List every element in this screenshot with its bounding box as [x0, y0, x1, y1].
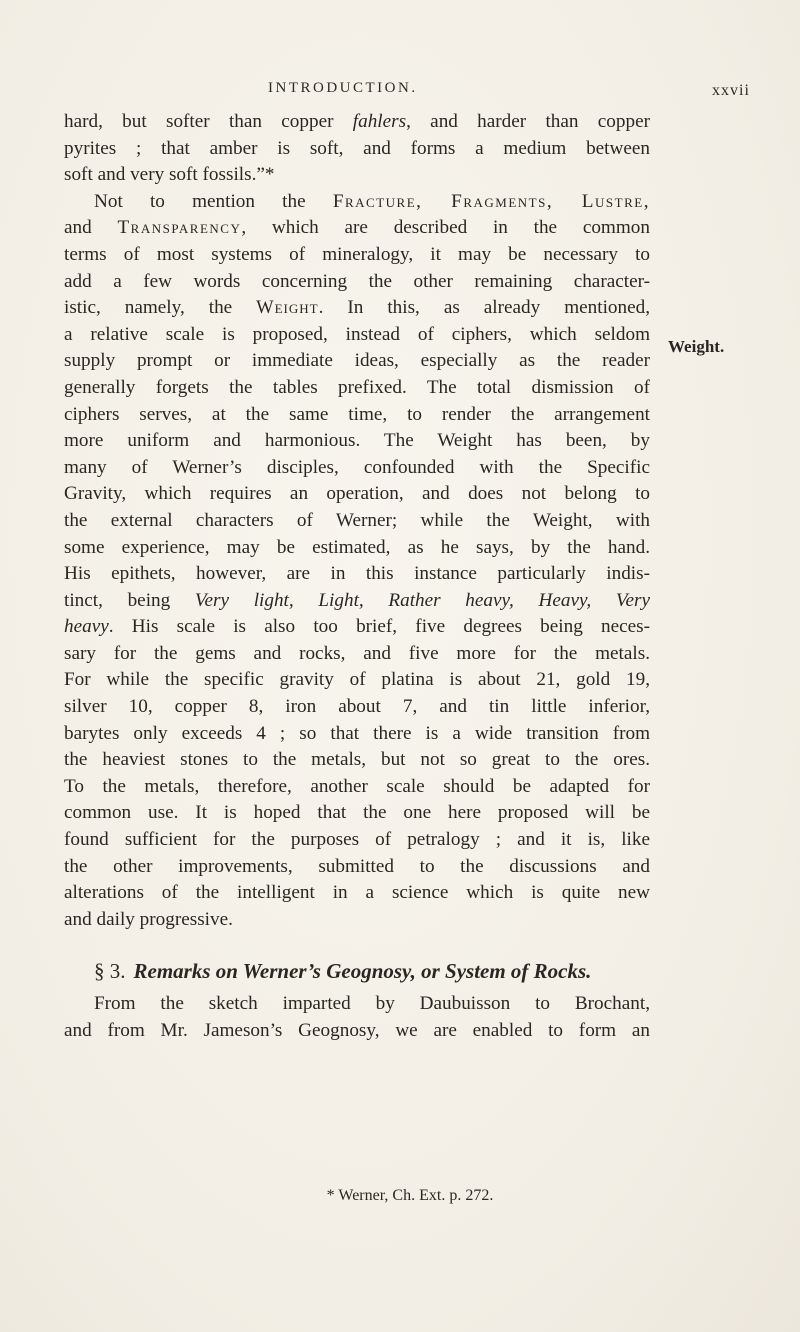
text-line: Not to mention the Fracture, Fragments, Lustre, [94, 190, 650, 212]
text-line: ciphers serves, at the same time, to render the arrangement [64, 403, 650, 425]
text-line: some experience, may be estimated, as he says, by the hand. [64, 536, 650, 558]
text-line: found sufficient for the purposes of petralogy ; and it is, like [64, 829, 650, 851]
running-head [0, 80, 800, 104]
text-line: many of Werner’s disciples, confounded with the Specific [64, 456, 650, 478]
section-heading [64, 951, 650, 991]
text-line: alterations of the intelligent in a science which is quite new [64, 882, 650, 904]
text-line: generally forgets the tables prefixed. The total dismission of [64, 376, 650, 398]
text-line: and daily progressive. [64, 908, 233, 930]
text-line: barytes only exceeds 4 ; so that there is a wide transition from [64, 722, 650, 744]
text-line: tinct, being Very light, Light, Rather heavy, Heavy, Very [64, 589, 650, 611]
section-number: § 3. [94, 959, 126, 984]
text-line: the external characters of Werner; while the Weight, with [64, 509, 650, 531]
body-text [64, 109, 650, 1045]
section-spacer [64, 933, 650, 951]
text-line: For while the specific gravity of platina is about 21, gold 19, [64, 669, 650, 691]
running-title: INTRODUCTION. [268, 80, 418, 96]
text-line: and from Mr. Jameson’s Geognosy, we are enabled to form an [64, 1020, 650, 1041]
margin-note-weight: Weight. [668, 337, 725, 356]
text-line: add a few words concerning the other remaining character- [64, 270, 650, 292]
text-line: terms of most systems of mineralogy, it may be necessary to [64, 243, 650, 265]
text-line: pyrites ; that amber is soft, and forms a medium between [64, 137, 650, 159]
text-line: hard, but softer than copper fahlers, and harder than copper [64, 111, 650, 132]
text-line: supply prompt or immediate ideas, especially as the reader [64, 350, 650, 372]
text-line: common use. It is hoped that the one here proposed will be [64, 802, 650, 824]
text-line: heavy. His scale is also too brief, five degrees being neces- [64, 616, 650, 638]
text-line: more uniform and harmonious. The Weight has been, by [64, 430, 650, 452]
text-line: soft and very soft fossils.”* [64, 164, 275, 186]
text-line: istic, namely, the Weight. In this, as already mentioned, [64, 297, 650, 319]
text-line: Gravity, which requires an operation, and does not belong to [64, 483, 650, 505]
page-number: xxvii [712, 82, 750, 99]
text-line: sary for the gems and rocks, and five more for the metals. [64, 642, 650, 664]
text-line: To the metals, therefore, another scale should be adapted for [64, 775, 650, 797]
text-line: the heaviest stones to the metals, but not so great to the ores. [64, 749, 650, 771]
footnote: * Werner, Ch. Ext. p. 272. [326, 1187, 494, 1204]
section-title: Remarks on Werner’s Geognosy, or System of Rocks. [133, 959, 592, 984]
text-line: a relative scale is proposed, instead of ciphers, which seldom [64, 323, 650, 345]
text-line: His epithets, however, are in this instance particularly indis- [64, 563, 650, 585]
text-line: the other improvements, submitted to the discussions and [64, 855, 650, 877]
text-line: and Transparency, which are described in the common [64, 217, 650, 239]
text-line: From the sketch imparted by Daubuisson to Brochant, [94, 993, 650, 1015]
text-line: silver 10, copper 8, iron about 7, and tin little inferior, [64, 696, 650, 718]
